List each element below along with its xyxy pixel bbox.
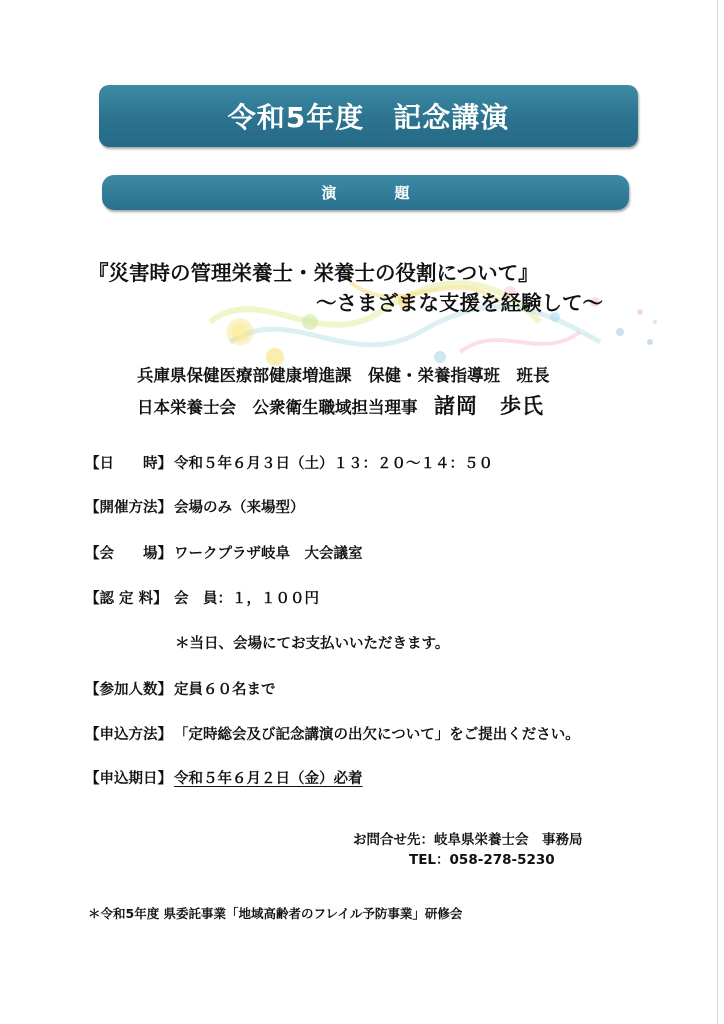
detail-row-datetime — [85, 452, 493, 473]
detail-value: 令和５年６月３日（土）１３：２０～１４：５０ — [174, 456, 493, 472]
event-title: 令和5年度 記念講演 — [227, 101, 510, 134]
detail-label: 【会 場】 — [85, 546, 172, 562]
detail-value: 定員６０名まで — [174, 682, 276, 698]
speaker-line — [137, 390, 544, 420]
lecture-theme-main: 『災害時の管理栄養士・栄養士の役割について』 — [88, 261, 539, 285]
speaker-name: 諸岡 歩氏 — [434, 394, 544, 418]
detail-value: 会 員：１，１００円 — [174, 591, 319, 607]
title-banner — [99, 85, 638, 147]
detail-row-apply-method — [85, 723, 580, 744]
page-edge-line — [717, 0, 718, 1024]
footer-note: ＊令和5年度 県委託事業「地域高齢者のフレイル予防事業」研修会 — [88, 906, 463, 921]
detail-row-fee — [85, 587, 319, 608]
contact-office: お問合せ先：岐阜県栄養士会 事務局 — [353, 832, 583, 848]
detail-row-capacity — [85, 678, 276, 699]
detail-row-venue — [85, 542, 363, 563]
detail-label: 【申込方法】 — [85, 727, 172, 743]
detail-label: 【日 時】 — [85, 456, 172, 472]
contact-tel: TEL：058-278-5230 — [409, 852, 555, 868]
detail-row-deadline — [85, 767, 363, 788]
speaker-affiliation: 兵庫県保健医療部健康増進課 保健・栄養指導班 班長 — [137, 366, 550, 385]
detail-value: ワークプラザ岐阜 大会議室 — [174, 546, 363, 562]
lecture-theme-sub: ～さまざまな支援を経験して～ — [316, 291, 603, 315]
detail-value: 「定時総会及び記念講演の出欠について」をご提出ください。 — [174, 727, 580, 743]
detail-value: 会場のみ（来場型） — [174, 500, 305, 516]
speaker-role: 日本栄養士会 公衆衛生職域担当理事 — [137, 398, 434, 417]
detail-label: 【開催方法】 — [85, 500, 172, 516]
lecture-topic-heading: 演題 — [321, 184, 468, 202]
detail-value: 令和５年６月２日（金）必着 — [174, 771, 363, 787]
detail-label: 【申込期日】 — [85, 771, 172, 787]
fee-note: ＊当日、会場にてお支払いいただきます。 — [175, 636, 450, 652]
detail-label: 【認 定 料】 — [85, 591, 168, 607]
detail-label: 【参加人数】 — [85, 682, 172, 698]
subtitle-banner — [102, 175, 629, 210]
detail-row-method — [85, 496, 305, 517]
